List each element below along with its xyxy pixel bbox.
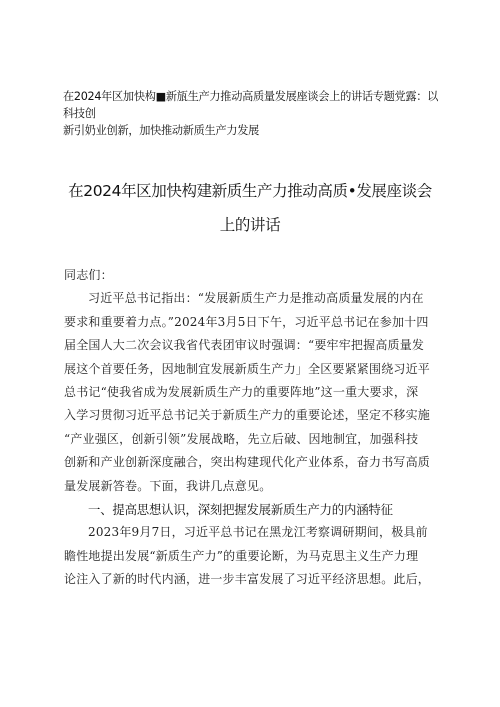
paragraph-line: 论注入了新的时代内涵，进一步丰富发展了习近平经济思想。此后， [64, 572, 431, 587]
salutation: 同志们： [64, 268, 113, 282]
paragraph-line: 2023年9月7日，习近平总书记在黑龙江考察调研期间，极具前 [88, 525, 428, 540]
speech-body [64, 264, 444, 591]
paragraph-1 [64, 287, 444, 498]
paragraph-line: 总书记“使我省成为发展新质生产力的重要阵地”这一重大要求，深 [64, 384, 419, 399]
paragraph-line: 要求和重要着力点。”2024年3月5日下午，习近平总书记在参加十四 [64, 314, 429, 329]
speech-title [40, 174, 460, 242]
paragraph-line: 入学习贯彻习近平总书记关于新质生产力的重要论述，坚定不移实施 [64, 408, 431, 423]
speech-title-line: 在2024年区加快构建新质生产力推动高质•发展座谈会 [68, 182, 432, 200]
paragraph-line: 习近平总书记指出：“发展新质生产力是推动高质量发展的内在 [88, 291, 424, 306]
section-heading: 一、提高思想认识，深刻把握发展新质生产力的内涵特征 [88, 501, 393, 517]
paragraph-line: “产业强区，创新引领”发展战略，先立后破、因地制宜，加强科技 [64, 431, 419, 446]
paragraph-line: 量发展新答卷。下面，我讲几点意见。 [64, 478, 272, 493]
paragraph-line: 创新和产业创新深度融合，突出构建现代化产业体系，奋力书写高质 [64, 455, 431, 470]
speech-title-line: 上的讲话 [219, 216, 281, 234]
paragraph-line: 展这个首要任务，因地制宜发展新质生产力」全区要紧紧围绕习近平 [64, 361, 431, 376]
paragraph-2 [64, 521, 444, 591]
header-title-line: 新引奶业创新，加快推动新质生产力发展 [63, 124, 259, 137]
document-header-title [63, 88, 443, 139]
paragraph-line: 瞻性地提出发展“新质生产力”的重要论断，为马克思主义生产力理 [64, 548, 419, 563]
paragraph-line: 届全国人大二次会议我省代表团审议时强调：“要牢牢把握高质量发 [64, 338, 425, 353]
header-title-line: 在2024年区加快构■新瓬生产力推动高质量发展座谈会上的讲话专题党露：以科技创 [63, 90, 439, 120]
